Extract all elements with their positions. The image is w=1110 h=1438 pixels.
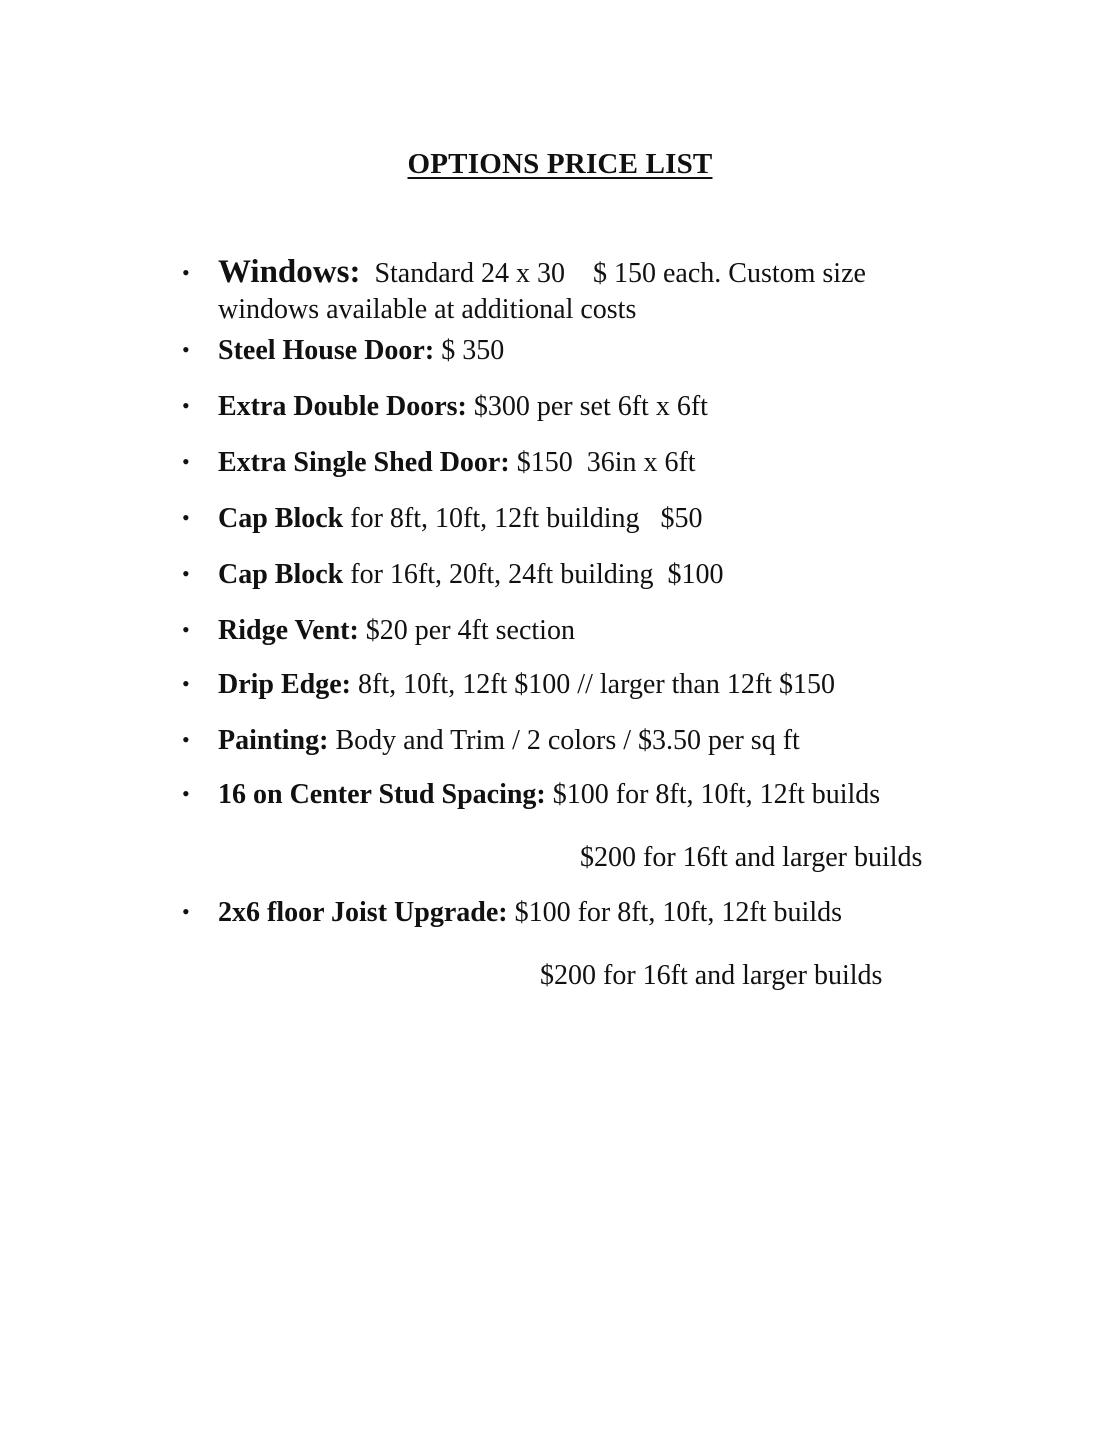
list-item-steel-house-door [182, 332, 504, 369]
item-text: $300 per set 6ft x 6ft [466, 391, 708, 422]
list-item-windows [182, 254, 866, 292]
item-label: 16 on Center Stud Spacing: [218, 779, 546, 810]
bullet-icon: • [182, 561, 190, 586]
list-item-painting [182, 722, 800, 759]
bullet-icon: • [182, 337, 190, 362]
item-text: 8ft, 10ft, 12ft $100 // larger than 12ft $150 [351, 669, 835, 700]
item-text: $20 per 4ft section [358, 615, 575, 646]
item-text: Body and Trim / 2 colors / $3.50 per sq ft [328, 725, 800, 756]
bullet-icon: • [182, 899, 190, 924]
item-label: Painting: [218, 725, 329, 756]
item-label: Cap Block [218, 503, 344, 534]
item-continuation: $200 for 16ft and larger builds [540, 960, 883, 991]
page-title: OPTIONS PRICE LIST [407, 148, 713, 180]
item-label: Steel House Door: [218, 335, 435, 366]
bullet-icon: • [182, 449, 190, 474]
bullet-icon: • [182, 260, 190, 285]
item-text: for 16ft, 20ft, 24ft building $100 [343, 559, 724, 590]
item-label: Extra Single Shed Door: [218, 447, 510, 478]
item-text: $100 for 8ft, 10ft, 12ft builds [545, 779, 881, 810]
bullet-icon: • [182, 505, 190, 530]
item-text: for 8ft, 10ft, 12ft building $50 [343, 503, 703, 534]
bullet-icon: • [182, 671, 190, 696]
item-label: 2x6 floor Joist Upgrade: [218, 897, 508, 928]
bullet-icon: • [182, 727, 190, 752]
list-item-cap-block-small [182, 500, 703, 537]
list-item-extra-single-shed-door [182, 444, 696, 481]
item-text: $100 for 8ft, 10ft, 12ft builds [507, 897, 842, 928]
list-item-ridge-vent [182, 612, 575, 649]
item-continuation: $200 for 16ft and larger builds [580, 842, 923, 873]
item-continuation: windows available at additional costs [218, 294, 637, 325]
list-item-drip-edge [182, 666, 835, 703]
list-item-cap-block-large [182, 556, 724, 593]
item-text: $150 36in x 6ft [509, 447, 696, 478]
list-item-floor-joist-upgrade [182, 894, 842, 931]
item-text: $ 350 [434, 335, 505, 366]
bullet-icon: • [182, 781, 190, 806]
bullet-icon: • [182, 393, 190, 418]
item-label: Drip Edge: [218, 669, 351, 700]
item-text: Standard 24 x 30 $ 150 each. Custom size [360, 258, 866, 289]
item-label: Ridge Vent: [218, 615, 359, 646]
list-item-stud-spacing [182, 776, 880, 813]
bullet-icon: • [182, 617, 190, 642]
item-label: Windows: [218, 254, 361, 290]
list-item-extra-double-doors [182, 388, 708, 425]
item-label: Extra Double Doors: [218, 391, 467, 422]
item-label: Cap Block [218, 559, 344, 590]
